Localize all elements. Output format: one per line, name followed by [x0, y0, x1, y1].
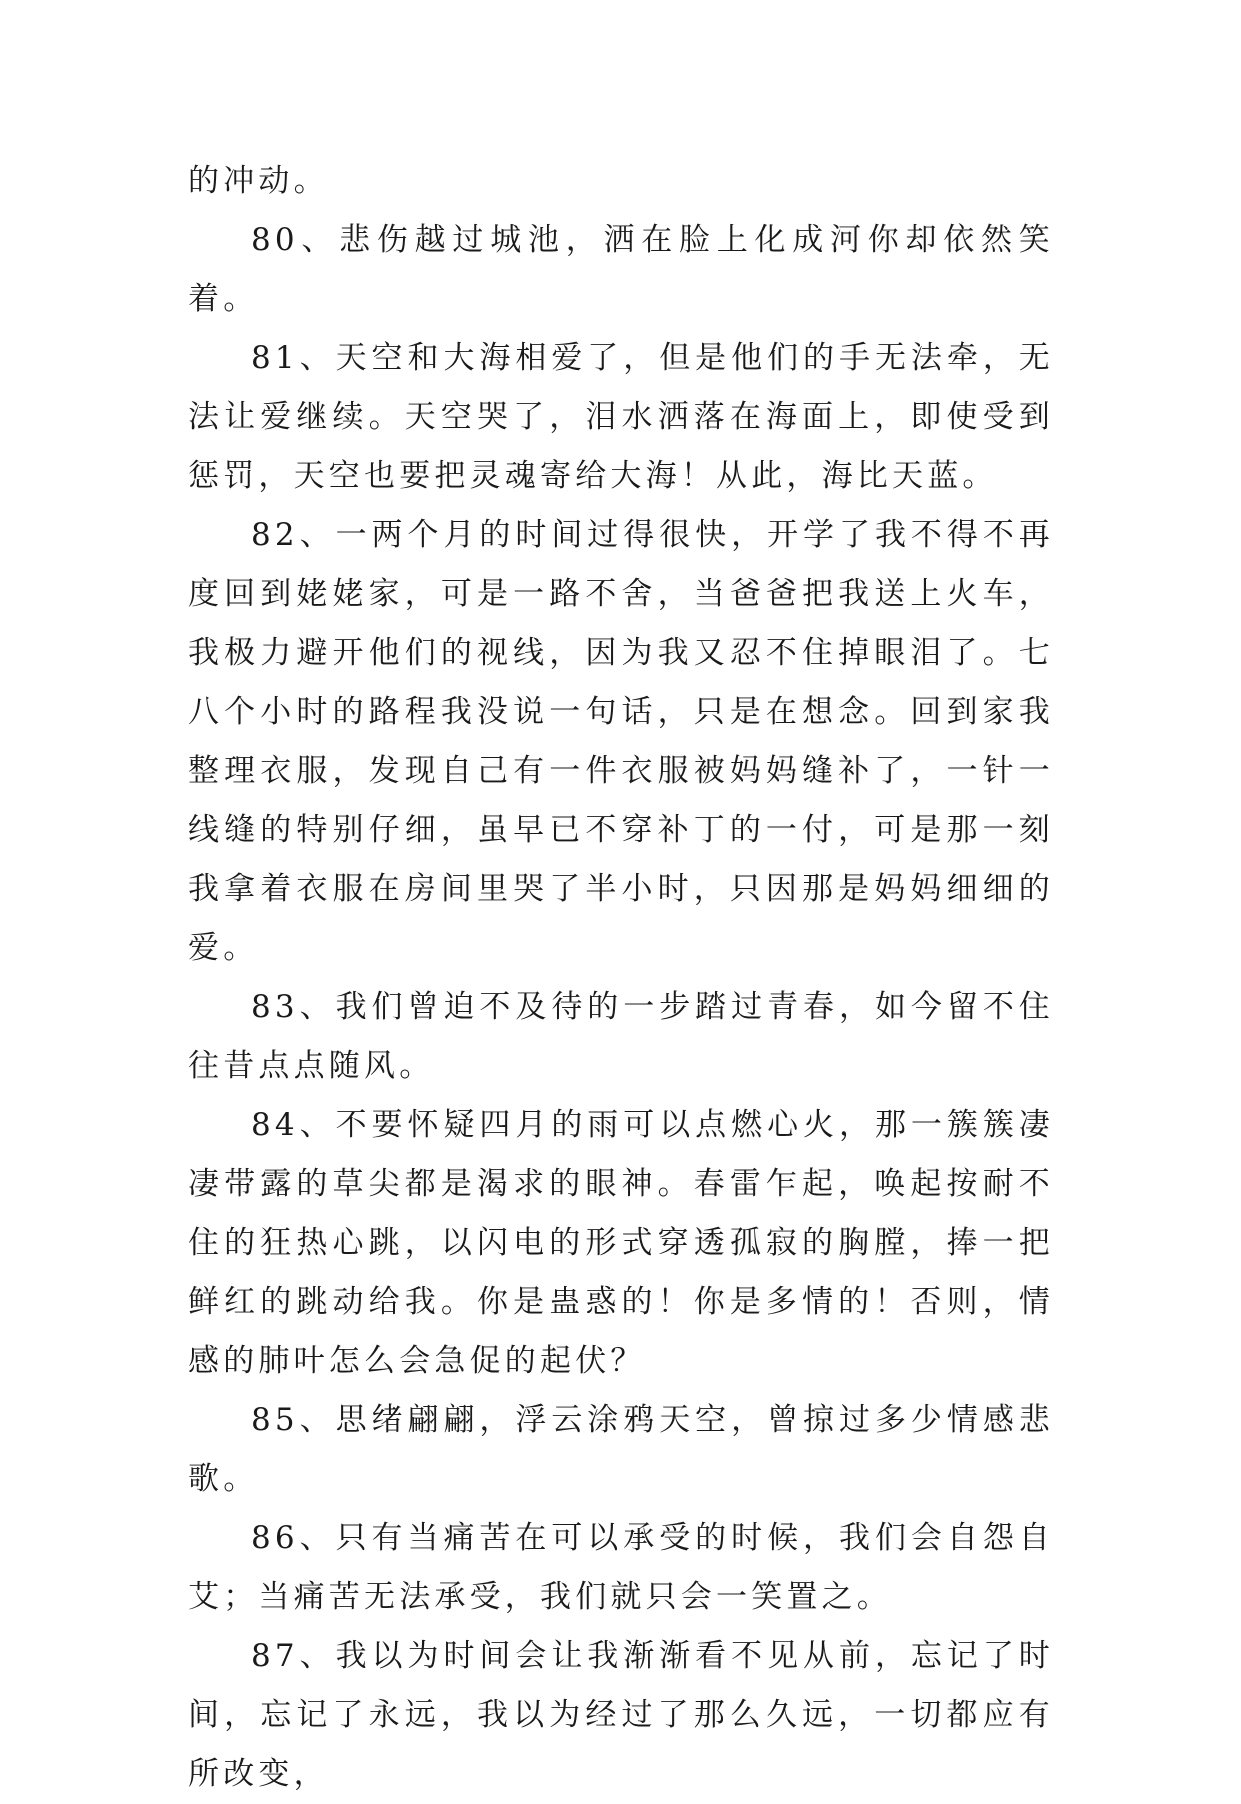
paragraph-83: 83、我们曾迫不及待的一步踏过青春，如今留不住往昔点点随风。 [188, 989, 1054, 1084]
paragraph-86: 86、只有当痛苦在可以承受的时候，我们会自怨自艾；当痛苦无法承受，我们就只会一笑置之。 [188, 1520, 1054, 1615]
paragraph-87: 87、我以为时间会让我渐渐看不见从前，忘记了时间，忘记了永远，我以为经过了那么久远，一切都应有所改变， [188, 1638, 1054, 1792]
paragraph-continuation: 的冲动。 [188, 163, 329, 199]
paragraph-84: 84、不要怀疑四月的雨可以点燃心火，那一簇簇凄凄带露的草尖都是渴求的眼神。春雷乍起，唤起按耐不住的狂热心跳，以闪电的形式穿透孤寂的胸膛，捧一把鲜红的跳动给我。你是蛊惑的！你是多情的！否则，情感的肺叶怎么会急促的起伏？ [188, 1107, 1054, 1379]
paragraph-85: 85、思绪翩翩，浮云涂鸦天空，曾掠过多少情感悲歌。 [188, 1402, 1054, 1497]
body-text [188, 152, 1054, 1804]
paragraph-82: 82、一两个月的时间过得很快，开学了我不得不再度回到姥姥家，可是一路不舍，当爸爸把我送上火车，我极力避开他们的视线，因为我又忍不住掉眼泪了。七八个小时的路程我没说一句话，只是在想念。回到家我整理衣服，发现自己有一件衣服被妈妈缝补了，一针一线缝的特别仔细，虽早已不穿补丁的一付，可是那一刻我拿着衣服在房间里哭了半小时，只因那是妈妈细细的爱。 [188, 517, 1054, 966]
paragraph-81: 81、天空和大海相爱了，但是他们的手无法牵，无法让爱继续。天空哭了，泪水洒落在海面上，即使受到惩罚，天空也要把灵魂寄给大海！从此，海比天蓝。 [188, 340, 1054, 494]
paragraph-80: 80、悲伤越过城池，洒在脸上化成河你却依然笑着。 [188, 222, 1054, 317]
